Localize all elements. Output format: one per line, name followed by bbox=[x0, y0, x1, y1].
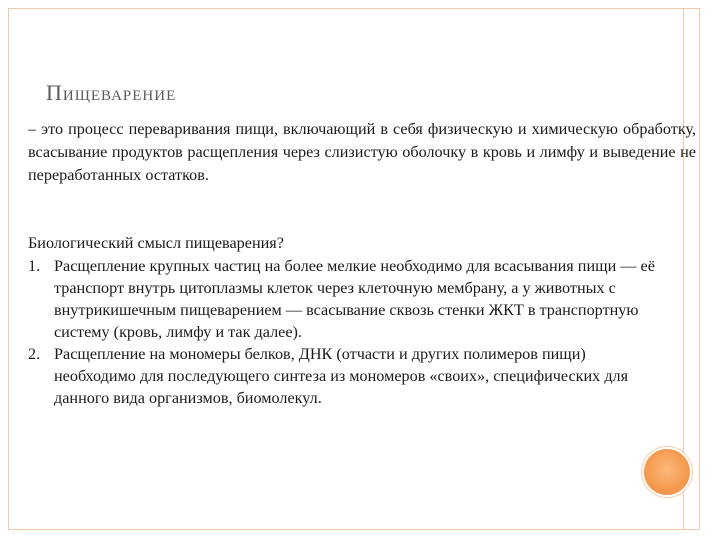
biological-meaning-list bbox=[28, 255, 668, 409]
decorative-circle-icon bbox=[642, 447, 692, 497]
list-item-number: 2. bbox=[28, 345, 41, 363]
slide-frame-divider bbox=[683, 8, 684, 530]
list-item-text: Расщепление на мономеры белков, ДНК (отчасти и других полимеров пищи) необходимо для последующего синтеза из мономеров «своих», специфических для данного вида организмов, биомолекул. bbox=[54, 345, 629, 407]
list-item bbox=[28, 255, 668, 343]
list-item-text: Расщепление крупных частиц на более мелкие необходимо для всасывания пищи — её транспорт внутрь цитоплазмы клеток через клеточную мембрану, а у животных с внутрикишечным пищеварением — всасывание сквозь стенки ЖКТ в транспортную систему (кровь, лимфу и так далее). bbox=[54, 257, 655, 341]
definition-text: – это процесс переваривания пищи, включающий в себя физическую и химическую обработку, всасывание продуктов расщепления через слизистую оболочку в кровь и лимфу и выведение не переработанных остатков. bbox=[28, 120, 696, 184]
section-heading: Биологический смысл пищеварения? bbox=[28, 234, 284, 252]
list-item-number: 1. bbox=[28, 257, 41, 275]
slide-title: Пищеварение bbox=[46, 80, 177, 105]
list-item bbox=[28, 343, 668, 409]
